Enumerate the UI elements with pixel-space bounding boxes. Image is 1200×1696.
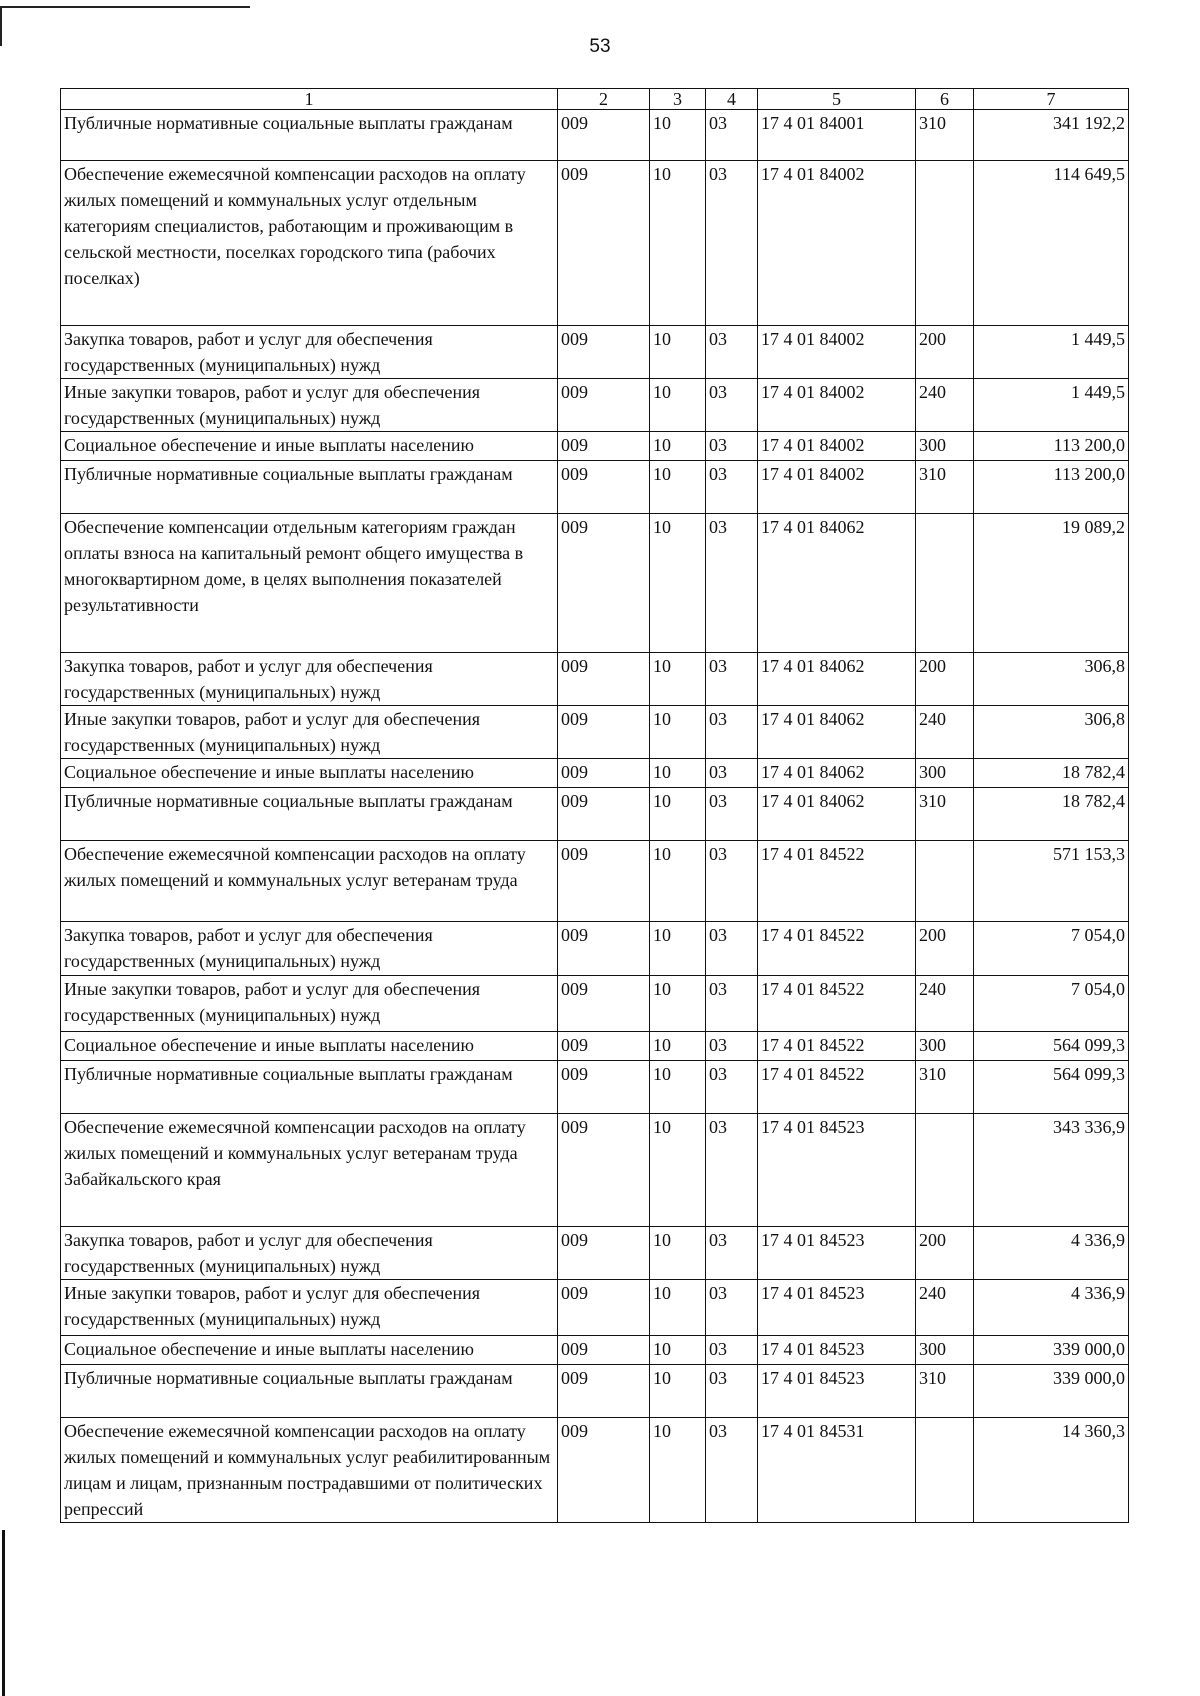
row-target-code: 17 4 01 84522	[758, 976, 916, 1032]
row-ministry-code: 009	[558, 1061, 650, 1114]
row-amount: 7 054,0	[974, 976, 1129, 1032]
table-row	[61, 1032, 1129, 1061]
row-expense-type: 200	[916, 326, 974, 379]
row-amount: 114 649,5	[974, 161, 1129, 326]
column-header: 5	[758, 89, 916, 110]
row-amount: 1 449,5	[974, 379, 1129, 432]
row-target-code: 17 4 01 84062	[758, 788, 916, 841]
row-section: 10	[650, 759, 706, 788]
row-name: Иные закупки товаров, работ и услуг для обеспечения государственных (муниципальных) нужд	[61, 976, 558, 1032]
row-name: Иные закупки товаров, работ и услуг для обеспечения государственных (муниципальных) нужд	[61, 1280, 558, 1336]
row-ministry-code: 009	[558, 1032, 650, 1061]
row-expense-type: 200	[916, 1227, 974, 1280]
table-row	[61, 1114, 1129, 1227]
row-amount: 564 099,3	[974, 1061, 1129, 1114]
row-section: 10	[650, 653, 706, 706]
row-name: Закупка товаров, работ и услуг для обеспечения государственных (муниципальных) нужд	[61, 1227, 558, 1280]
row-name: Социальное обеспечение и иные выплаты населению	[61, 1336, 558, 1365]
row-section: 10	[650, 1418, 706, 1523]
row-target-code: 17 4 01 84062	[758, 653, 916, 706]
column-header: 3	[650, 89, 706, 110]
row-target-code: 17 4 01 84522	[758, 841, 916, 922]
row-target-code: 17 4 01 84523	[758, 1365, 916, 1418]
table-row	[61, 759, 1129, 788]
column-header: 6	[916, 89, 974, 110]
row-target-code: 17 4 01 84523	[758, 1280, 916, 1336]
row-target-code: 17 4 01 84062	[758, 706, 916, 759]
row-target-code: 17 4 01 84062	[758, 514, 916, 653]
row-expense-type	[916, 841, 974, 922]
row-subsection: 03	[706, 379, 758, 432]
row-amount: 341 192,2	[974, 110, 1129, 161]
row-subsection: 03	[706, 461, 758, 514]
row-section: 10	[650, 432, 706, 461]
row-section: 10	[650, 379, 706, 432]
row-name: Публичные нормативные социальные выплаты гражданам	[61, 461, 558, 514]
row-ministry-code: 009	[558, 976, 650, 1032]
row-ministry-code: 009	[558, 922, 650, 976]
row-section: 10	[650, 326, 706, 379]
table-row	[61, 161, 1129, 326]
row-ministry-code: 009	[558, 432, 650, 461]
row-name: Обеспечение ежемесячной компенсации расходов на оплату жилых помещений и коммунальных услуг ветеранам труда	[61, 841, 558, 922]
table-row	[61, 788, 1129, 841]
row-subsection: 03	[706, 110, 758, 161]
row-name: Социальное обеспечение и иные выплаты населению	[61, 759, 558, 788]
row-subsection: 03	[706, 514, 758, 653]
row-subsection: 03	[706, 1280, 758, 1336]
row-target-code: 17 4 01 84002	[758, 326, 916, 379]
row-section: 10	[650, 461, 706, 514]
row-subsection: 03	[706, 653, 758, 706]
row-ministry-code: 009	[558, 1227, 650, 1280]
row-name: Публичные нормативные социальные выплаты гражданам	[61, 1061, 558, 1114]
row-expense-type: 240	[916, 379, 974, 432]
table-row	[61, 922, 1129, 976]
scan-edge-mark	[2, 1530, 5, 1696]
row-name: Публичные нормативные социальные выплаты гражданам	[61, 1365, 558, 1418]
row-expense-type: 310	[916, 110, 974, 161]
row-ministry-code: 009	[558, 1336, 650, 1365]
table-row	[61, 326, 1129, 379]
row-name: Публичные нормативные социальные выплаты гражданам	[61, 788, 558, 841]
row-ministry-code: 009	[558, 161, 650, 326]
row-target-code: 17 4 01 84523	[758, 1336, 916, 1365]
row-subsection: 03	[706, 1336, 758, 1365]
row-expense-type: 200	[916, 922, 974, 976]
row-target-code: 17 4 01 84523	[758, 1114, 916, 1227]
row-name: Обеспечение ежемесячной компенсации расходов на оплату жилых помещений и коммунальных услуг ветеранам труда Забайкальского края	[61, 1114, 558, 1227]
row-amount: 113 200,0	[974, 461, 1129, 514]
row-ministry-code: 009	[558, 653, 650, 706]
row-ministry-code: 009	[558, 788, 650, 841]
row-subsection: 03	[706, 841, 758, 922]
row-expense-type	[916, 1418, 974, 1523]
row-expense-type	[916, 161, 974, 326]
row-section: 10	[650, 1114, 706, 1227]
row-expense-type: 310	[916, 1061, 974, 1114]
row-amount: 18 782,4	[974, 788, 1129, 841]
row-name: Обеспечение ежемесячной компенсации расходов на оплату жилых помещений и коммунальных услуг реабилитированным лицам и лицам, признанным пострадавшими от политических репрессий	[61, 1418, 558, 1523]
row-target-code: 17 4 01 84002	[758, 161, 916, 326]
row-section: 10	[650, 922, 706, 976]
table-row	[61, 1336, 1129, 1365]
row-section: 10	[650, 1227, 706, 1280]
row-target-code: 17 4 01 84062	[758, 759, 916, 788]
row-subsection: 03	[706, 788, 758, 841]
row-section: 10	[650, 1032, 706, 1061]
row-target-code: 17 4 01 84522	[758, 1032, 916, 1061]
row-ministry-code: 009	[558, 706, 650, 759]
row-subsection: 03	[706, 432, 758, 461]
column-header: 7	[974, 89, 1129, 110]
row-name: Обеспечение ежемесячной компенсации расходов на оплату жилых помещений и коммунальных услуг отдельным категориям специалистов, работающим и проживающим в сельской местности, поселках городского типа (рабочих поселках)	[61, 161, 558, 326]
row-expense-type	[916, 514, 974, 653]
column-header: 1	[61, 89, 558, 110]
row-amount: 306,8	[974, 706, 1129, 759]
row-subsection: 03	[706, 922, 758, 976]
row-amount: 339 000,0	[974, 1365, 1129, 1418]
row-amount: 339 000,0	[974, 1336, 1129, 1365]
row-subsection: 03	[706, 759, 758, 788]
row-ministry-code: 009	[558, 379, 650, 432]
row-name: Иные закупки товаров, работ и услуг для обеспечения государственных (муниципальных) нужд	[61, 706, 558, 759]
row-amount: 14 360,3	[974, 1418, 1129, 1523]
row-expense-type: 240	[916, 706, 974, 759]
table-row	[61, 653, 1129, 706]
row-expense-type: 300	[916, 759, 974, 788]
page-number: 53	[589, 36, 611, 57]
row-subsection: 03	[706, 1032, 758, 1061]
table-row	[61, 432, 1129, 461]
row-subsection: 03	[706, 161, 758, 326]
row-ministry-code: 009	[558, 1114, 650, 1227]
table-row	[61, 976, 1129, 1032]
row-section: 10	[650, 1061, 706, 1114]
row-section: 10	[650, 514, 706, 653]
row-ministry-code: 009	[558, 514, 650, 653]
row-amount: 571 153,3	[974, 841, 1129, 922]
row-section: 10	[650, 1280, 706, 1336]
row-expense-type: 200	[916, 653, 974, 706]
row-expense-type: 300	[916, 1032, 974, 1061]
row-subsection: 03	[706, 1227, 758, 1280]
row-expense-type: 310	[916, 788, 974, 841]
row-ministry-code: 009	[558, 1365, 650, 1418]
row-subsection: 03	[706, 1114, 758, 1227]
table-row	[61, 1061, 1129, 1114]
row-target-code: 17 4 01 84002	[758, 432, 916, 461]
row-section: 10	[650, 841, 706, 922]
row-subsection: 03	[706, 1418, 758, 1523]
table-row	[61, 379, 1129, 432]
table-row	[61, 514, 1129, 653]
row-section: 10	[650, 976, 706, 1032]
row-name: Социальное обеспечение и иные выплаты населению	[61, 432, 558, 461]
row-amount: 306,8	[974, 653, 1129, 706]
row-subsection: 03	[706, 1061, 758, 1114]
row-name: Социальное обеспечение и иные выплаты населению	[61, 1032, 558, 1061]
row-expense-type: 300	[916, 432, 974, 461]
row-name: Обеспечение компенсации отдельным категориям граждан оплаты взноса на капитальный ремонт общего имущества в многоквартирном доме, в целях выполнения показателей результативности	[61, 514, 558, 653]
row-amount: 18 782,4	[974, 759, 1129, 788]
row-ministry-code: 009	[558, 759, 650, 788]
column-header: 4	[706, 89, 758, 110]
table-row	[61, 1365, 1129, 1418]
row-expense-type	[916, 1114, 974, 1227]
row-amount: 1 449,5	[974, 326, 1129, 379]
row-expense-type: 310	[916, 461, 974, 514]
row-subsection: 03	[706, 976, 758, 1032]
row-section: 10	[650, 1365, 706, 1418]
row-target-code: 17 4 01 84523	[758, 1227, 916, 1280]
row-amount: 343 336,9	[974, 1114, 1129, 1227]
row-amount: 19 089,2	[974, 514, 1129, 653]
row-target-code: 17 4 01 84002	[758, 461, 916, 514]
row-target-code: 17 4 01 84531	[758, 1418, 916, 1523]
row-expense-type: 300	[916, 1336, 974, 1365]
table-header-row	[61, 89, 1129, 110]
row-amount: 4 336,9	[974, 1227, 1129, 1280]
row-amount: 4 336,9	[974, 1280, 1129, 1336]
scan-edge-mark	[0, 6, 250, 8]
row-ministry-code: 009	[558, 1280, 650, 1336]
row-subsection: 03	[706, 326, 758, 379]
column-header: 2	[558, 89, 650, 110]
row-subsection: 03	[706, 1365, 758, 1418]
row-amount: 113 200,0	[974, 432, 1129, 461]
row-target-code: 17 4 01 84522	[758, 1061, 916, 1114]
row-ministry-code: 009	[558, 461, 650, 514]
row-ministry-code: 009	[558, 326, 650, 379]
row-ministry-code: 009	[558, 1418, 650, 1523]
row-name: Закупка товаров, работ и услуг для обеспечения государственных (муниципальных) нужд	[61, 922, 558, 976]
table-row	[61, 1280, 1129, 1336]
row-expense-type: 310	[916, 1365, 974, 1418]
table-row	[61, 110, 1129, 161]
row-section: 10	[650, 161, 706, 326]
row-name: Публичные нормативные социальные выплаты гражданам	[61, 110, 558, 161]
table-row	[61, 1418, 1129, 1523]
table-row	[61, 706, 1129, 759]
table-row	[61, 461, 1129, 514]
row-name: Закупка товаров, работ и услуг для обеспечения государственных (муниципальных) нужд	[61, 326, 558, 379]
row-amount: 564 099,3	[974, 1032, 1129, 1061]
table-row	[61, 1227, 1129, 1280]
row-amount: 7 054,0	[974, 922, 1129, 976]
row-section: 10	[650, 1336, 706, 1365]
row-name: Закупка товаров, работ и услуг для обеспечения государственных (муниципальных) нужд	[61, 653, 558, 706]
row-expense-type: 240	[916, 1280, 974, 1336]
row-ministry-code: 009	[558, 110, 650, 161]
row-section: 10	[650, 706, 706, 759]
row-target-code: 17 4 01 84001	[758, 110, 916, 161]
table-row	[61, 841, 1129, 922]
row-ministry-code: 009	[558, 841, 650, 922]
row-section: 10	[650, 788, 706, 841]
row-target-code: 17 4 01 84002	[758, 379, 916, 432]
budget-table	[60, 88, 1129, 1523]
row-name: Иные закупки товаров, работ и услуг для обеспечения государственных (муниципальных) нужд	[61, 379, 558, 432]
row-target-code: 17 4 01 84522	[758, 922, 916, 976]
row-expense-type: 240	[916, 976, 974, 1032]
row-subsection: 03	[706, 706, 758, 759]
row-section: 10	[650, 110, 706, 161]
